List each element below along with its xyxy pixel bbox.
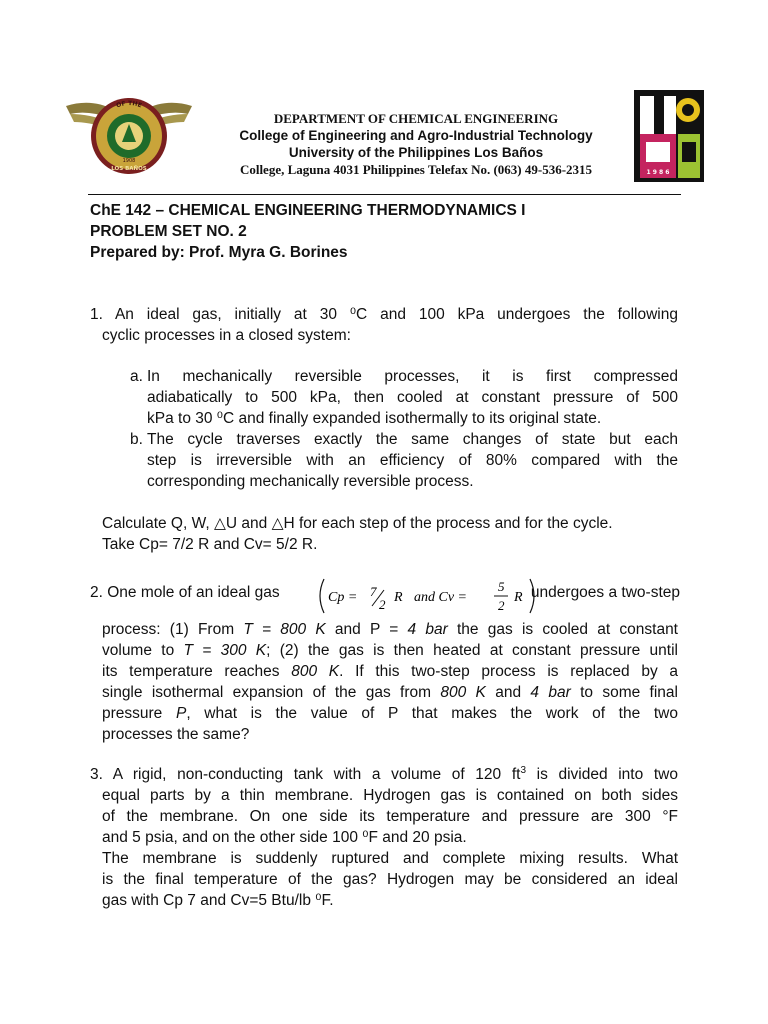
up-seal-icon	[62, 84, 196, 180]
text-segment: pressure	[102, 705, 176, 722]
text-segment: processes the same?	[102, 726, 250, 743]
item-label: a.	[130, 368, 143, 385]
text-segment: is the final temperature of the gas? Hydrogen may be considered an ideal	[102, 871, 678, 888]
text-segment: its temperature reaches	[102, 663, 292, 680]
text-segment: volume to	[102, 642, 184, 659]
university-name: University of the Philippines Los Baños	[288, 145, 544, 160]
problem-1-line: cyclic processes in a closed system:	[102, 327, 351, 344]
ceat-logo-icon	[634, 90, 704, 182]
item-text: In mechanically reversible processes, it is first compressed	[147, 368, 678, 385]
text-segment: 4 bar	[407, 621, 448, 638]
course-title: ChE 142 – CHEMICAL ENGINEERING THERMODYNAMICS I	[90, 202, 526, 219]
text-segment: 800 K	[440, 684, 486, 701]
text-segment: the gas is cooled at constant	[447, 621, 678, 638]
text-segment: , what is the value of P that makes the work of the two	[186, 705, 678, 722]
formula-cp: Cp =	[328, 590, 358, 605]
text-segment: and 5 psia, and on the other side 100 ⁰F and 20 psia.	[102, 829, 467, 846]
formula-cp-numerator: 7	[370, 584, 377, 599]
problem-1b	[130, 429, 678, 492]
formula-cp-denominator: 2	[379, 597, 386, 612]
problem-1a	[130, 366, 678, 429]
problem-1-line: 1. An ideal gas, initially at 30 ⁰C and 100 kPa undergoes the following	[90, 306, 678, 323]
college-name: College of Engineering and Agro-Industrial Technology	[239, 128, 593, 143]
text-segment: gas with Cp 7 and Cv=5 Btu/lb ⁰F.	[102, 892, 334, 909]
letterhead	[196, 110, 636, 178]
problem-2-lead-text: 2. One mole of an ideal gas	[90, 584, 280, 601]
text-segment: 800 K	[291, 663, 340, 680]
text-segment: equal parts by a thin membrane. Hydrogen gas is contained on both sides	[102, 787, 678, 804]
logo-year: 1 9 8 6	[646, 169, 670, 176]
formula-cv-numerator: 5	[498, 579, 505, 594]
text-segment: process: (1) From	[102, 621, 244, 638]
text-segment: T = 300 K	[183, 642, 267, 659]
department-name: DEPARTMENT OF CHEMICAL ENGINEERING	[273, 111, 559, 126]
text-segment: single isothermal expansion of the gas from	[102, 684, 441, 701]
text-segment: The membrane is suddenly ruptured and complete mixing results. What	[102, 850, 678, 867]
text-segment: and	[485, 684, 531, 701]
text-segment: is divided into two	[526, 766, 678, 783]
problem-2-lead-tail: undergoes a two-step	[530, 584, 680, 601]
text-segment: of the membrane. On one side its temperature and pressure are 300 °F	[102, 808, 678, 825]
header-divider	[88, 194, 681, 195]
course-block	[90, 200, 690, 263]
seal-year-text: 1908	[122, 158, 136, 164]
text-segment: 4 bar	[530, 684, 571, 701]
problem-2-body	[102, 619, 678, 745]
problem-2-lead	[90, 576, 680, 616]
item-text: step is irreversible with an efficiency of 80% compared with the	[147, 452, 678, 469]
item-text: The cycle traverses exactly the same changes of state but each	[147, 431, 678, 448]
formula-r: R	[394, 590, 403, 605]
address-line: College, Laguna 4031 Philippines Telefax No. (063) 49-536-2315	[239, 162, 593, 177]
text-segment: to some final	[570, 684, 678, 701]
problem-1-intro	[90, 304, 678, 346]
seal-bottom-text: LOS BAÑOS	[111, 166, 147, 172]
text-segment: and P =	[325, 621, 408, 638]
item-label: b.	[130, 431, 143, 448]
text-segment: 3. A rigid, non-conducting tank with a volume of 120 ft	[90, 766, 521, 783]
formula-and-cv: and Cv =	[414, 590, 467, 605]
instruction-line: Calculate Q, W, △U and △H for each step of the process and for the cycle.	[102, 515, 613, 532]
problem-1-instruction	[102, 513, 680, 555]
instruction-line: Take Cp= 7/2 R and Cv= 5/2 R.	[102, 536, 318, 553]
item-text: adiabatically to 500 kPa, then cooled at constant pressure of 500	[147, 389, 678, 406]
text-segment: . If this two-step process is replaced by a	[339, 663, 678, 680]
problem-3	[90, 764, 678, 911]
formula-cv-denominator: 2	[498, 598, 505, 613]
item-text: corresponding mechanically reversible process.	[147, 473, 474, 490]
formula-r: R	[514, 590, 523, 605]
text-segment: ; (2) the gas is then heated at constant pressure until	[266, 642, 678, 659]
text-segment: OF THE	[115, 99, 143, 110]
text-segment: 3	[520, 764, 526, 776]
item-text: kPa to 30 ⁰C and finally expanded isothermally to its original state.	[147, 410, 602, 427]
problem-set-title: PROBLEM SET NO. 2	[90, 223, 247, 240]
prepared-by: Prepared by: Prof. Myra G. Borines	[90, 244, 348, 261]
text-segment: T = 800 K	[243, 621, 326, 638]
text-segment: P	[175, 705, 187, 722]
